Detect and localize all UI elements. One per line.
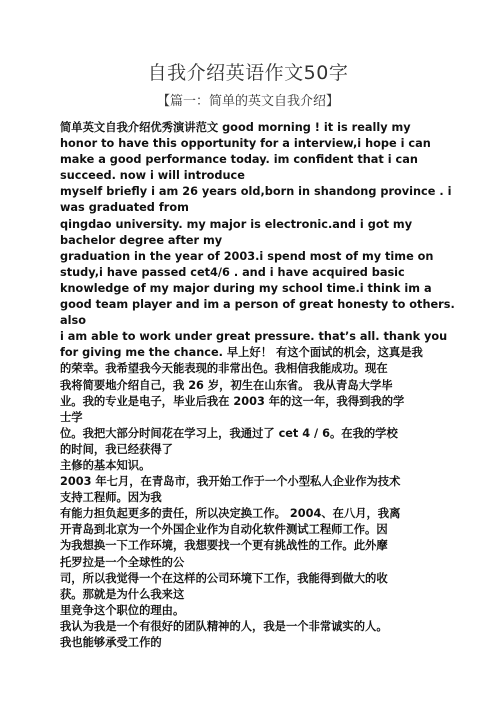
body-text-line: good team player and im a person of great honesty to others. [60, 298, 455, 312]
body-text-line: 为我想换一下工作环境，我想要找一个更有挑战性的工作。此外摩 [60, 539, 388, 553]
body-text-line: 士学 [60, 410, 83, 424]
section-heading: 【篇一：简单的英文自我介绍】 [156, 94, 339, 109]
body-text-line: qingdao university. my major is electronic.and i got my [60, 217, 413, 231]
body-text-line: make a good performance today. im confident that i can [60, 153, 418, 167]
body-text-line: 开青岛到北京为一个外国企业作为自动化软件测试工程师工作。因 [60, 523, 388, 537]
body-text-line: 我认为我是一个有很好的团队精神的人，我是一个非常诚实的人。 [60, 619, 388, 633]
body-text-line: 2003 年七月，在青岛市，我开始工作于一个小型私人企业作为技术 [60, 475, 401, 489]
body-text-line: honor to have this opportunity for a interview,i hope i can [60, 137, 431, 151]
body-text-line: 有能力担负起更多的责任，所以决定换工作。 2004、在八月，我离 [60, 507, 401, 521]
body-text-line: 获。那就是为什么我来这 [60, 587, 185, 601]
document-body [60, 120, 455, 651]
body-text-line: 简单英文自我介绍优秀演讲范文 good morning ! it is really my [60, 121, 411, 134]
body-text-line: 我也能够承受工作的 [60, 636, 162, 649]
body-text-line: 位。我把大部分时间花在学习上，我通过了 cet 4 / 6。在我的学校 [60, 426, 398, 440]
body-text-line: was graduated from [60, 201, 189, 215]
body-text-line: for giving me the chance. 早上好！ 有这个面试的机会，这真是我 [60, 346, 423, 360]
body-text-line: 业。我的专业是电子，毕业后我在 2003 年的这一年，我得到我的学 [60, 394, 405, 408]
body-text-line: 托罗拉是一个全球性的公 [60, 555, 185, 569]
body-text-line: 里竞争这个职位的理由。 [60, 603, 185, 617]
body-text-line: myself briefly i am 26 years old,born in shandong province . i [60, 185, 452, 199]
body-text-line: 我将简要地介绍自己，我 26 岁，初生在山东省。 我从青岛大学毕 [60, 378, 393, 392]
body-text-line: graduation in the year of 2003.i spend most of my time on [60, 249, 434, 263]
body-text-line: knowledge of my major during my school time.i think im a [60, 281, 432, 295]
body-text-line: 的时间，我已经获得了 [60, 442, 173, 456]
document-title: 自我介绍英语作文50字 [147, 62, 349, 84]
body-text-line: succeed. now i will introduce [60, 169, 245, 183]
body-text-line: 司，所以我觉得一个在这样的公司环境下工作，我能得到做大的收 [60, 571, 388, 585]
body-text-line: 支持工程师。因为我 [60, 491, 162, 505]
body-text-line: 主修的基本知识。 [60, 458, 151, 472]
body-text-line: bachelor degree after my [60, 233, 223, 247]
body-text-line: 的荣幸。我希望我今天能表现的非常出色。我相信我能成功。现在 [60, 362, 388, 376]
body-text-line: also [60, 314, 86, 328]
body-text-line: i am able to work under great pressure. that’s all. thank you [60, 330, 448, 344]
body-text-line: study,i have passed cet4/6 . and i have acquired basic [60, 265, 405, 279]
